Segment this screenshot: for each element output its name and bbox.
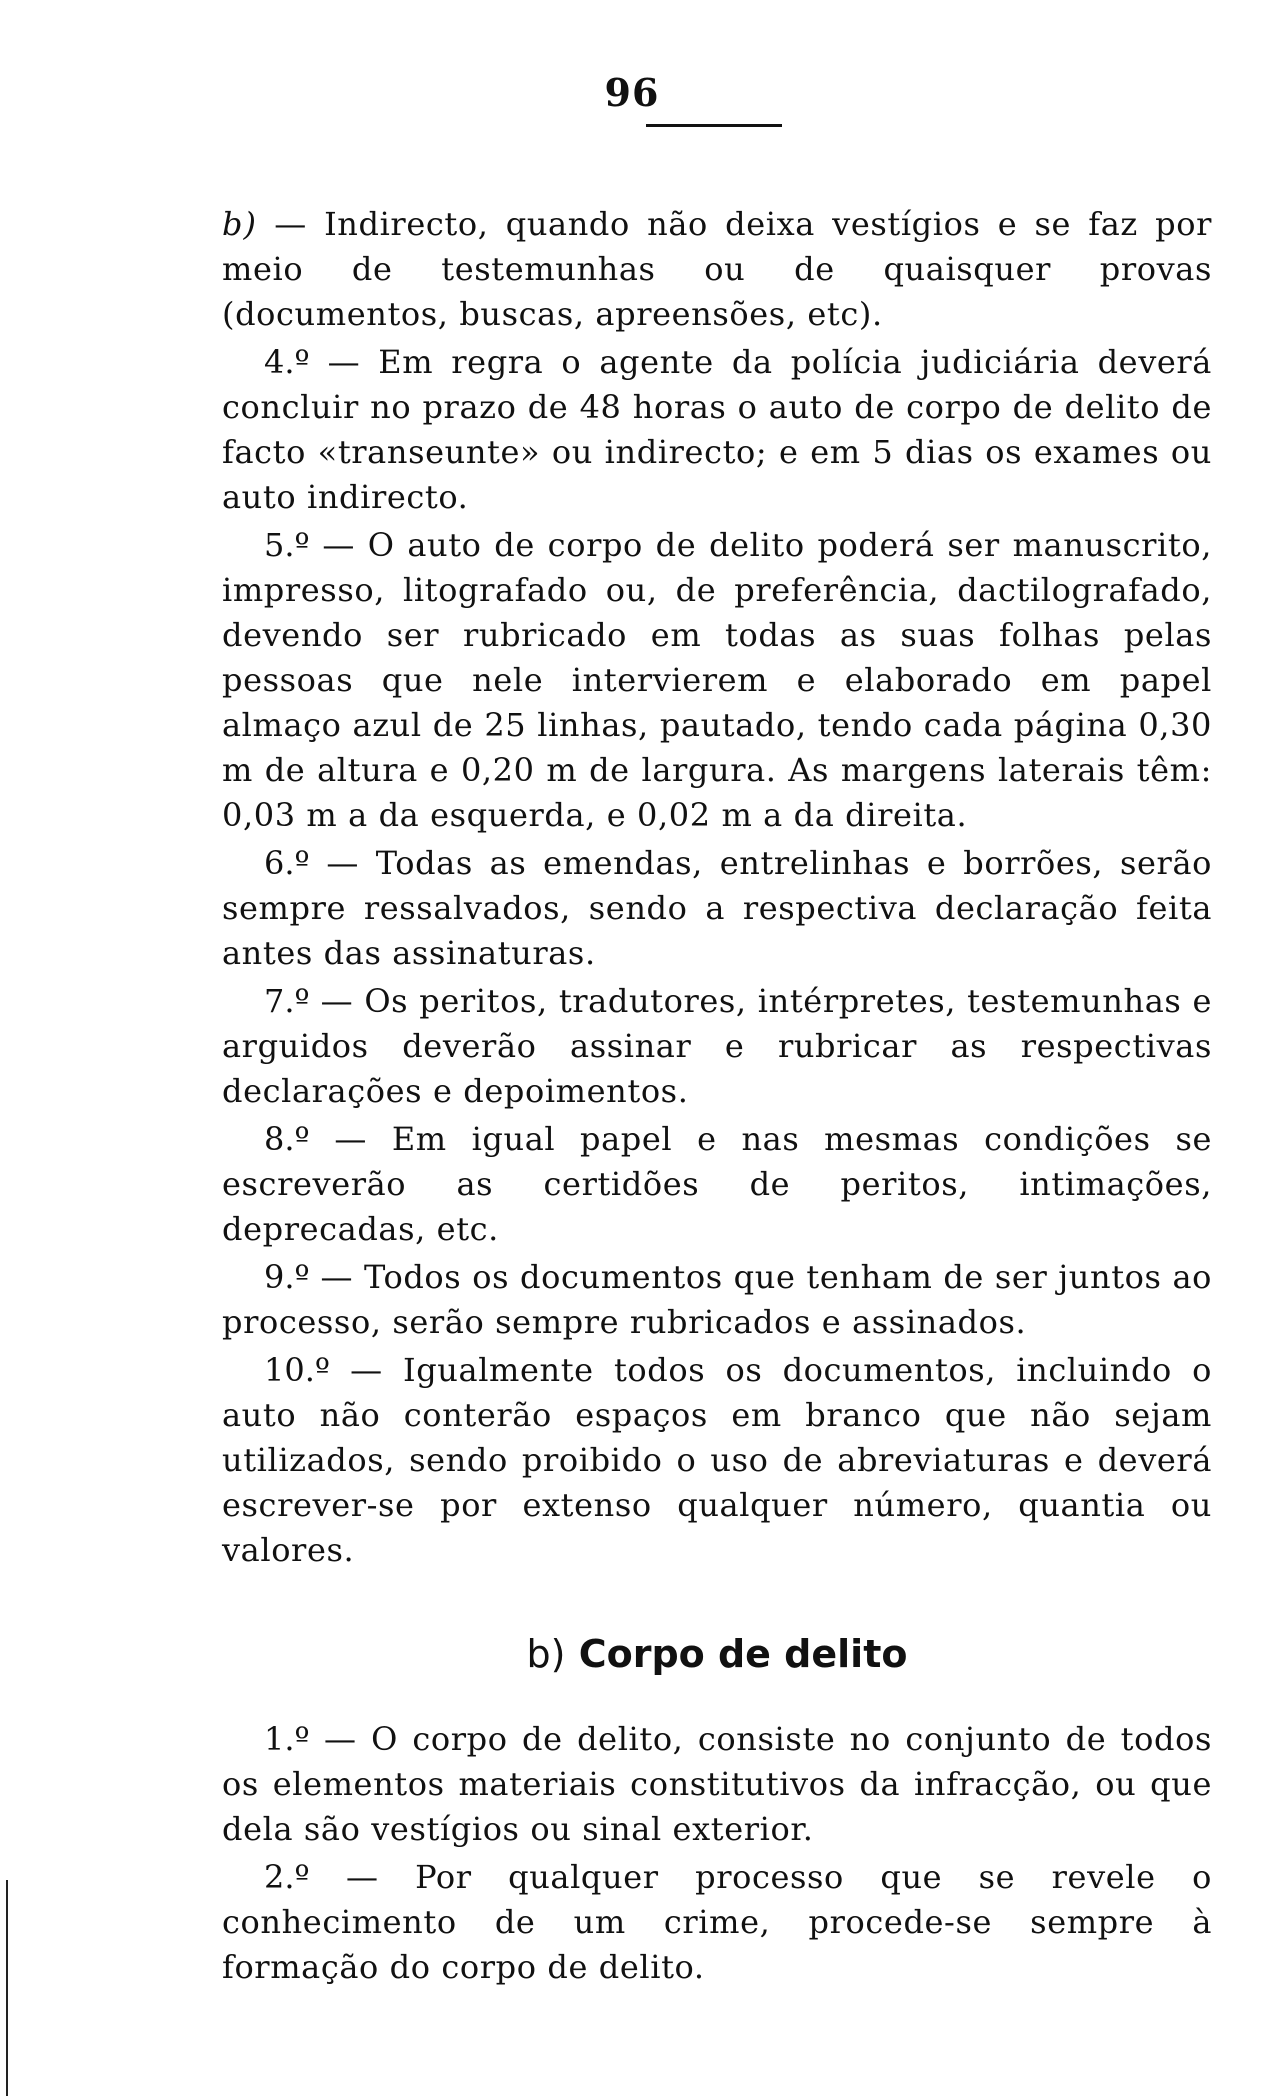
paragraph-dash: — bbox=[309, 526, 368, 564]
section-heading bbox=[222, 1629, 1212, 1679]
paragraph-text: Todos os documentos que tenham de ser juntos ao processo, serão sempre rubricados e assinados. bbox=[222, 1258, 1212, 1341]
paragraph-dash: — bbox=[309, 844, 376, 882]
paragraph-6 bbox=[222, 841, 1212, 976]
paragraph-8 bbox=[222, 1117, 1212, 1252]
paragraph-dash: — bbox=[309, 1258, 365, 1296]
paragraph-4 bbox=[222, 340, 1212, 520]
section-heading-prefix: b) bbox=[526, 1632, 566, 1676]
paragraph-lead: 8.º bbox=[264, 1120, 310, 1158]
paragraph-text: Por qualquer processo que se revele o conhecimento de um crime, procede-se sempre à formação do corpo de delito. bbox=[222, 1858, 1212, 1986]
page-number: 96 bbox=[604, 70, 660, 115]
paragraph-lead: b) bbox=[222, 205, 257, 243]
paragraph-dash: — bbox=[309, 1858, 416, 1896]
paragraph-dash: — bbox=[309, 343, 379, 381]
paragraph-lead: 6.º bbox=[264, 844, 310, 882]
paragraph-b-indirecto bbox=[222, 202, 1212, 337]
paragraph-lead: 2.º bbox=[264, 1858, 310, 1896]
page-number-rule bbox=[646, 124, 782, 127]
paragraph-corpo-2 bbox=[222, 1855, 1212, 1990]
paragraph-5 bbox=[222, 523, 1212, 838]
text-column bbox=[222, 202, 1212, 1993]
paragraph-lead: 7.º bbox=[264, 982, 310, 1020]
paragraph-lead: 9.º bbox=[264, 1258, 310, 1296]
paragraph-text: Todas as emendas, entrelinhas e borrões, serão sempre ressalvados, sendo a respectiva declaração feita antes das assinaturas. bbox=[222, 844, 1212, 972]
section-heading-title: Corpo de delito bbox=[578, 1632, 908, 1676]
paragraph-dash: — bbox=[309, 982, 365, 1020]
paragraph-dash: — bbox=[309, 1720, 372, 1758]
paragraph-dash: — bbox=[309, 1120, 392, 1158]
paragraph-lead: 4.º bbox=[264, 343, 310, 381]
paragraph-text: Em igual papel e nas mesmas condições se escreverão as certidões de peritos, intimações, deprecadas, etc. bbox=[222, 1120, 1213, 1248]
paragraph-7 bbox=[222, 979, 1212, 1114]
paragraph-text: Indirecto, quando não deixa vestígios e se faz por meio de testemunhas ou de quaisquer provas (documentos, buscas, apreensões, etc). bbox=[222, 205, 1212, 333]
paragraph-dash: — bbox=[256, 205, 325, 243]
paragraph-corpo-1 bbox=[222, 1717, 1212, 1852]
scan-margin-line bbox=[6, 1880, 8, 2096]
paragraph-lead: 5.º bbox=[264, 526, 310, 564]
paragraph-9 bbox=[222, 1255, 1212, 1345]
paragraph-text: O corpo de delito, consiste no conjunto de todos os elementos materiais constitutivos da infracção, ou que dela são vestígios ou sinal exterior. bbox=[222, 1720, 1212, 1848]
paragraph-text: Igualmente todos os documentos, incluindo o auto não conterão espaços em branco que não sejam utilizados, sendo proibido o uso de abreviaturas e deverá escrever-se por extenso qualquer número, quantia ou valores. bbox=[222, 1351, 1212, 1569]
paragraph-lead: 10.º bbox=[264, 1351, 330, 1389]
paragraph-dash: — bbox=[329, 1351, 403, 1389]
paragraph-text: Os peritos, tradutores, intérpretes, testemunhas e arguidos deverão assinar e rubricar as respectivas declarações e depoimentos. bbox=[222, 982, 1213, 1110]
paragraph-10 bbox=[222, 1348, 1212, 1573]
paragraph-text: Em regra o agente da polícia judiciária deverá concluir no prazo de 48 horas o auto de corpo de delito de facto «transeunte» ou indirecto; e em 5 dias os exames ou auto indirecto. bbox=[222, 343, 1212, 516]
paragraph-lead: 1.º bbox=[264, 1720, 310, 1758]
paragraph-text: O auto de corpo de delito poderá ser manuscrito, impresso, litografado ou, de preferência, dactilografado, devendo ser rubricado em todas as suas folhas pelas pessoas que nele intervierem e elaborado em papel almaço azul de 25 linhas, pautado, tendo cada página 0,30 m de altura e 0,20 m de largura. As margens laterais têm: 0,03 m a da esquerda, e 0,02 m a da direita. bbox=[222, 526, 1212, 834]
